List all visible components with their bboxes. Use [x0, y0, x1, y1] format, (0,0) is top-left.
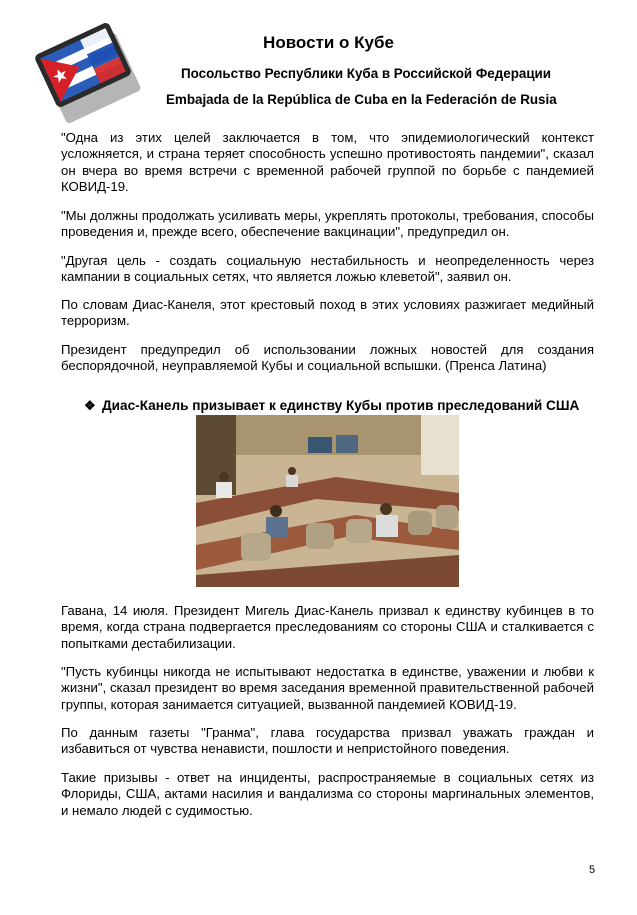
article1-paragraph-2	[61, 208, 594, 241]
paragraph-text: "Другая цель - создать социальную нестабильность и неопределенность через кампании в социальных сетях, что является ложью клеветой", заявил он.	[61, 253, 594, 285]
meeting-photo-image	[196, 415, 459, 587]
paragraph-text: "Пусть кубинцы никогда не испытывают недостатка в единстве, уважении и любви к жизни", сказал президент во время заседания временной правительственной рабочей группы, которая занимается ситуацией, вызванной пандемией КОВИД-19.	[61, 664, 594, 712]
paragraph-text: Президент предупредил об использовании ложных новостей для создания беспорядочной, неуправляемой Кубы и социальной вспышки. (Пренса Латина)	[61, 342, 594, 374]
article2-paragraph-2	[61, 664, 594, 713]
article1-paragraph-3	[61, 253, 594, 286]
paragraph-text: По словам Диас-Канеля, этот крестовый поход в этих условиях разжигает медийный терроризм.	[61, 297, 594, 329]
diamond-bullet-icon: ❖	[84, 398, 96, 413]
article2-paragraph-4	[61, 770, 594, 819]
article1-paragraph-4	[61, 297, 594, 330]
paragraph-text: "Одна из этих целей заключается в том, что эпидемиологический контекст усложняется, и страна теряет способность успешно противостоять пандемии", сказал он вчера во время встречи с временной рабочей группой по борьбе с пандемией КОВИД-19.	[61, 130, 594, 195]
article2-paragraph-3	[61, 725, 594, 758]
paragraph-text: "Мы должны продолжать усиливать меры, укреплять протоколы, требования, способы проведения и, прежде всего, обеспечение вакцинации", предупредил он.	[61, 208, 594, 240]
heading-text: Диас-Канель призывает к единству Кубы против преследований США	[102, 398, 580, 413]
subtitle-spanish: Embajada de la República de Cuba en la Federación de Rusia	[166, 92, 557, 107]
paragraph-text: Гавана, 14 июля. Президент Мигель Диас-Канель призвал к единству кубинцев в то время, когда страна подвергается преследованиям со стороны США и сталкивается с попытками дестабилизации.	[61, 603, 594, 651]
paragraph-text: Такие призывы - ответ на инциденты, распространяемые в социальных сетях из Флориды, США, актами насилия и вандализма со стороны маргинальных элементов, и немало людей с судимостью.	[61, 770, 594, 818]
page-title: Новости о Кубе	[263, 33, 394, 52]
article1-paragraph-5	[61, 342, 594, 375]
subtitle-russian: Посольство Республики Куба в Российской Федерации	[181, 66, 552, 81]
article1-paragraph-1	[61, 130, 594, 196]
article2-paragraph-1	[61, 603, 594, 652]
paragraph-text: По данным газеты "Гранма", глава государства призвал уважать граждан и избавиться от чувства ненависти, пошлости и непристойного поведения.	[61, 725, 594, 757]
page-number: 5	[589, 864, 596, 876]
article2-heading	[84, 398, 579, 414]
